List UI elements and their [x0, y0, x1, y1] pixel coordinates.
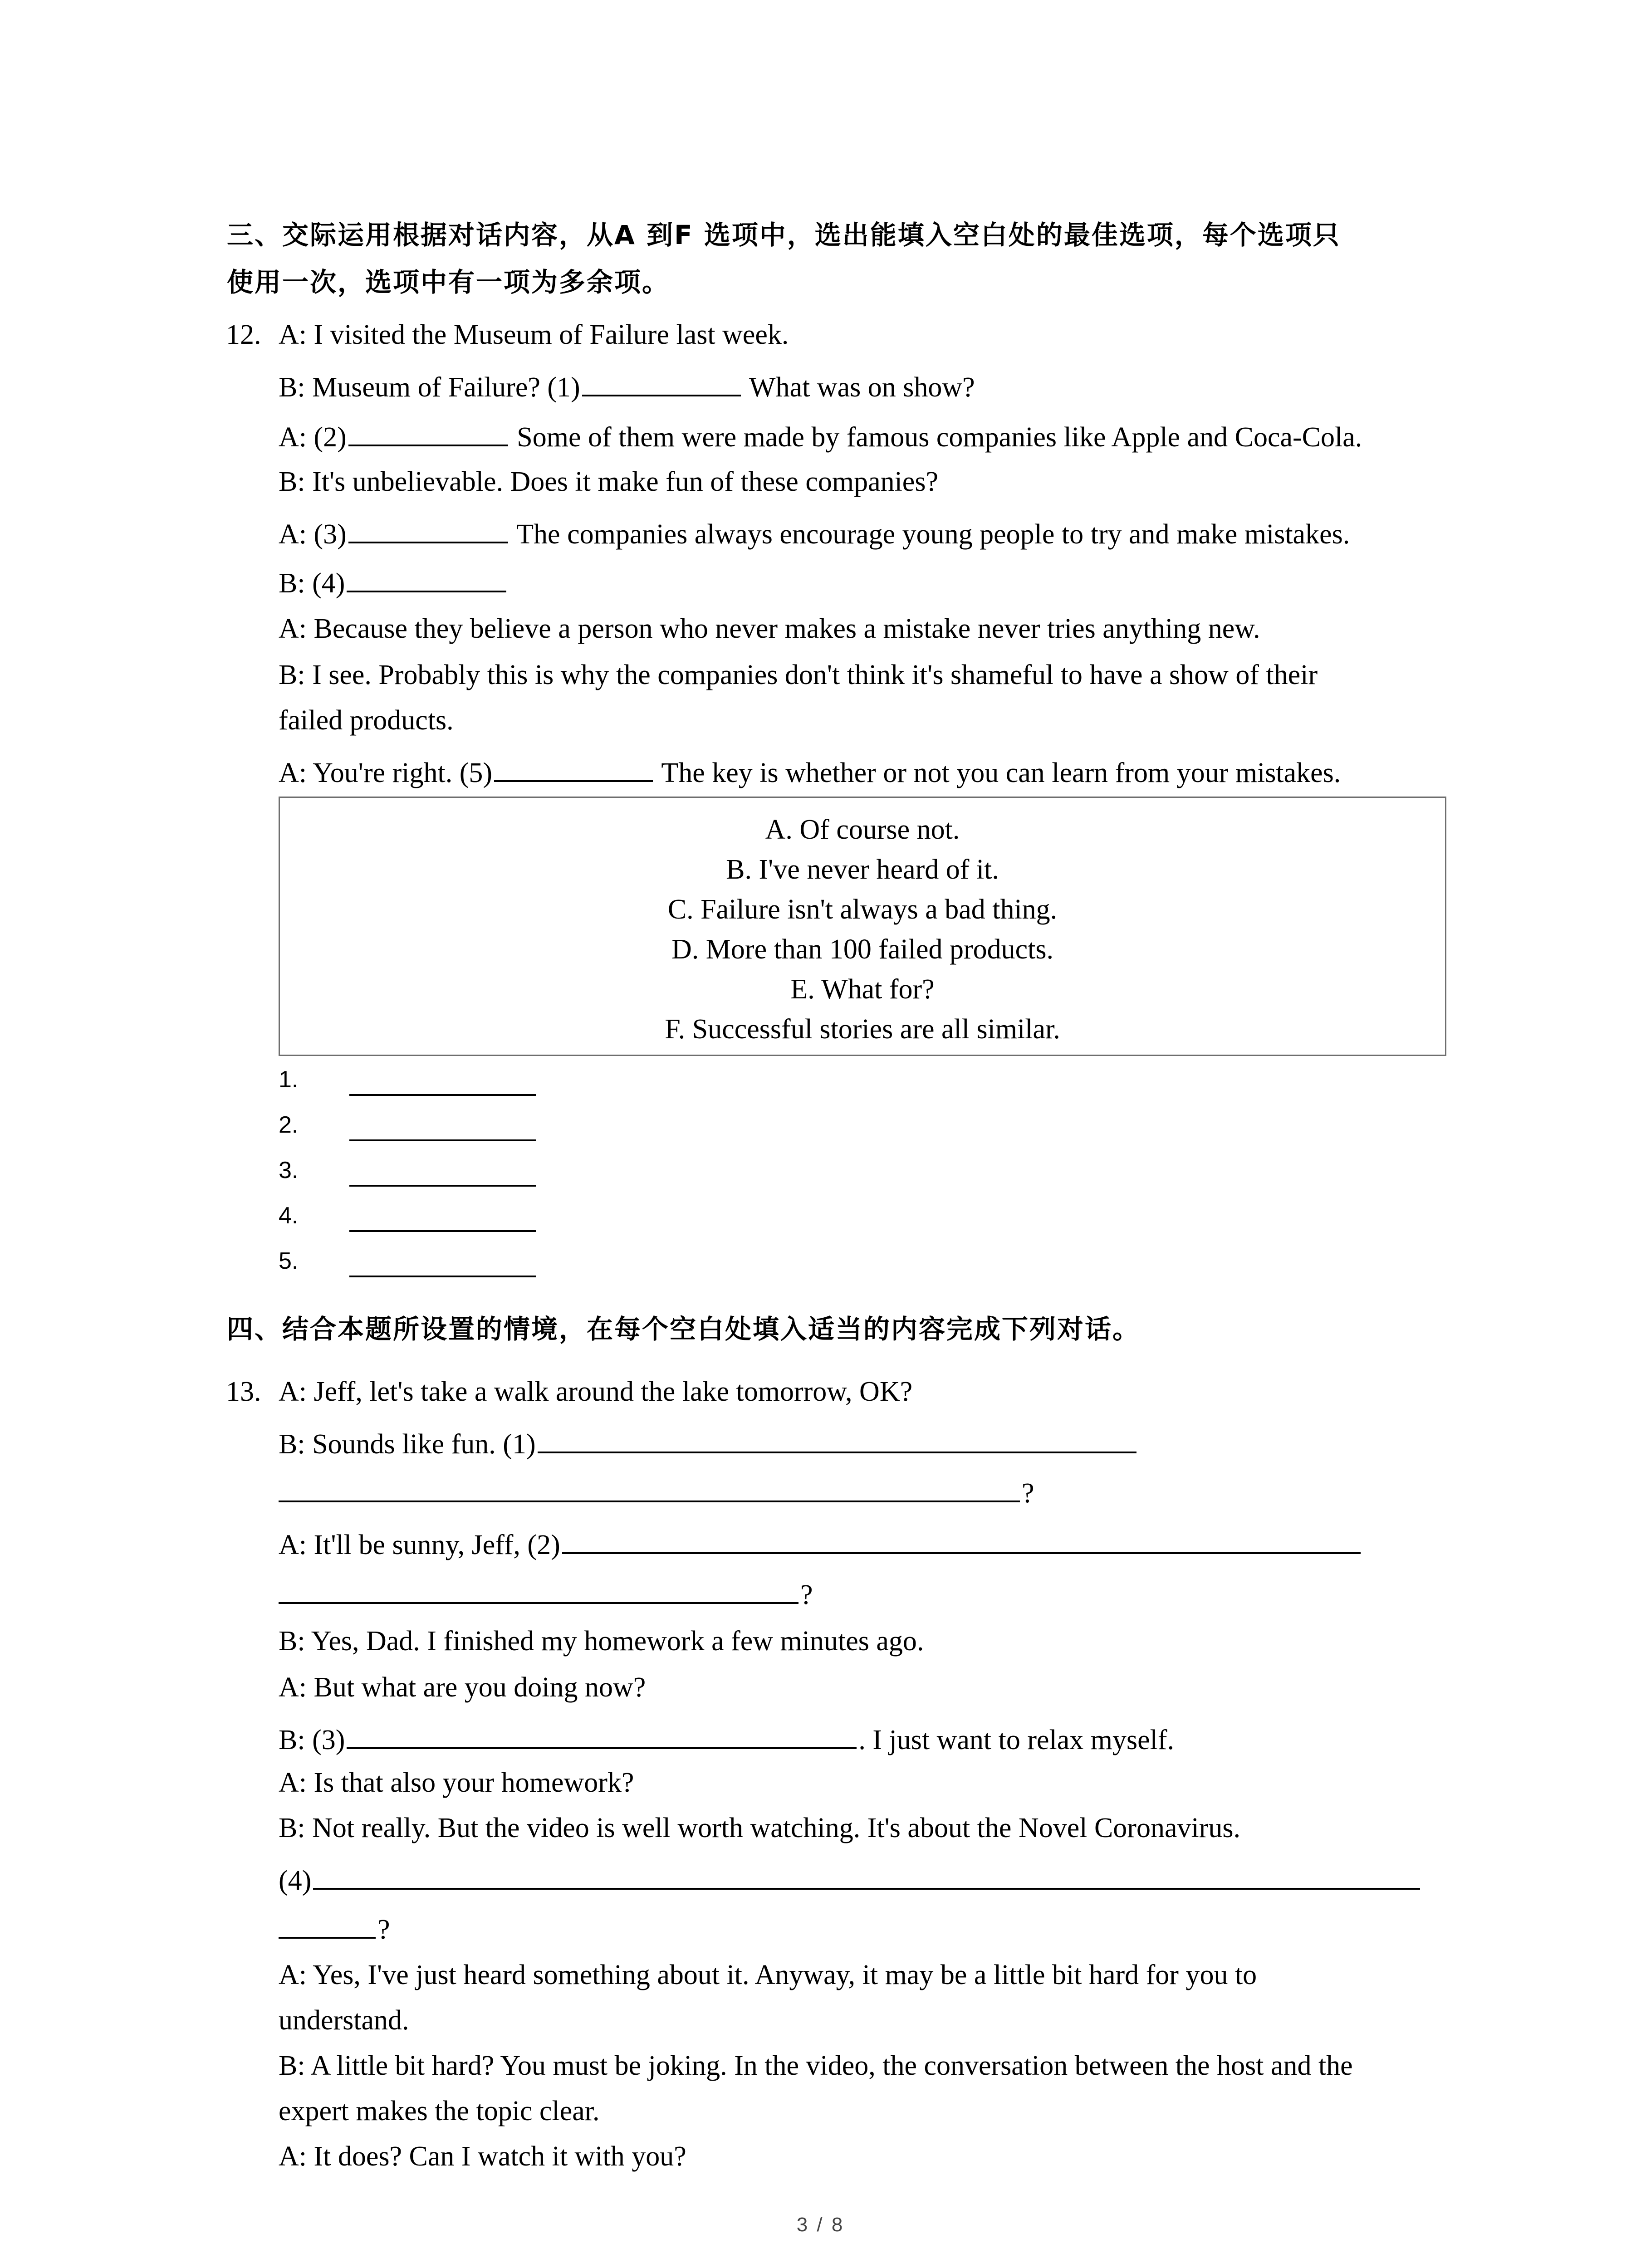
q13-line-4 — [279, 1524, 1362, 1563]
q13-line-2 — [279, 1423, 1138, 1462]
q12-line-2-text-a: B: Museum of Failure? (1) — [279, 372, 580, 403]
q12-line-3-text-a: A: (2) — [279, 422, 347, 453]
option-b: B. I've never heard of it. — [726, 854, 999, 885]
q12-line-4: B: It's unbelievable. Does it make fun of these companies? — [279, 466, 938, 497]
q12-blank-4[interactable] — [347, 562, 506, 592]
q13-line-12-question-mark: ? — [377, 1914, 390, 1945]
q13-line-8-text-b: . I just want to relax myself. — [858, 1725, 1174, 1755]
section-3-heading-line-2: 使用一次，选项中有一项为多余项。 — [227, 267, 670, 298]
q13-line-8 — [279, 1719, 1174, 1758]
q13-line-3 — [279, 1472, 1034, 1511]
option-f: F. Successful stories are all similar. — [665, 1014, 1060, 1045]
q13-line-3-question-mark: ? — [1022, 1478, 1034, 1509]
q12-blank-3[interactable] — [348, 513, 508, 543]
answer-blank-4[interactable] — [349, 1230, 536, 1232]
q12-blank-5[interactable] — [494, 752, 653, 782]
answer-number-4: 4. — [279, 1202, 299, 1229]
options-box — [279, 797, 1446, 1056]
q12-line-10-text-b: The key is whether or not you can learn from your mistakes. — [661, 758, 1341, 788]
answer-number-3: 3. — [279, 1157, 299, 1183]
q12-line-5-text-b: The companies always encourage young people to try and make mistakes. — [516, 519, 1350, 550]
q12-line-1: A: I visited the Museum of Failure last week. — [279, 319, 789, 350]
q13-blank-1b[interactable] — [279, 1472, 1020, 1502]
q12-blank-2[interactable] — [348, 416, 508, 446]
option-e: E. What for? — [790, 974, 935, 1005]
section-4-heading: 四、结合本题所设置的情境，在每个空白处填入适当的内容完成下列对话。 — [227, 1314, 1141, 1344]
q13-line-15: B: A little bit hard? You must be joking. In the video, the conversation between the host and the — [279, 2050, 1353, 2081]
answer-blank-5[interactable] — [349, 1276, 536, 1277]
q12-line-3 — [279, 416, 1362, 455]
q13-line-4-text-a: A: It'll be sunny, Jeff, (2) — [279, 1530, 560, 1560]
q13-line-5 — [279, 1574, 813, 1613]
q13-line-9: A: Is that also your homework? — [279, 1767, 634, 1798]
q13-line-11-text-a: (4) — [279, 1865, 312, 1896]
page-number: 3 / 8 — [796, 2214, 845, 2236]
q13-line-13: A: Yes, I've just heard something about it. Anyway, it may be a little bit hard for you to — [279, 1960, 1257, 1990]
q12-line-5 — [279, 513, 1350, 552]
q13-blank-4a[interactable] — [313, 1860, 1420, 1890]
answer-blank-1[interactable] — [349, 1094, 536, 1096]
q13-line-1: A: Jeff, let's take a walk around the lake tomorrow, OK? — [279, 1376, 913, 1407]
q12-line-5-text-a: A: (3) — [279, 519, 347, 550]
q13-blank-1a[interactable] — [538, 1423, 1136, 1453]
q12-blank-1[interactable] — [582, 367, 741, 396]
answer-number-5: 5. — [279, 1248, 299, 1274]
q13-line-5-question-mark: ? — [800, 1579, 813, 1610]
q12-line-6 — [279, 562, 508, 601]
question-13-number: 13. — [226, 1376, 261, 1407]
q13-line-16: expert makes the topic clear. — [279, 2096, 600, 2126]
q13-blank-3[interactable] — [347, 1719, 857, 1749]
q13-line-8-text-a: B: (3) — [279, 1725, 345, 1755]
q12-line-10-text-a: A: You're right. (5) — [279, 758, 492, 788]
q12-line-9: failed products. — [279, 705, 454, 736]
q12-line-8: B: I see. Probably this is why the companies don't think it's shameful to have a show of their — [279, 660, 1318, 690]
q12-line-3-text-b: Some of them were made by famous companies like Apple and Coca-Cola. — [517, 422, 1362, 453]
option-d: D. More than 100 failed products. — [671, 934, 1053, 965]
section-3-heading-line-1: 三、交际运用根据对话内容，从A 到F 选项中，选出能填入空白处的最佳选项，每个选项只 — [227, 220, 1341, 250]
q12-line-6-text-a: B: (4) — [279, 568, 345, 599]
q12-line-7: A: Because they believe a person who never makes a mistake never tries anything new. — [279, 613, 1260, 644]
q13-blank-4b[interactable] — [279, 1909, 376, 1939]
q13-line-17: A: It does? Can I watch it with you? — [279, 2141, 686, 2172]
q12-line-10 — [279, 752, 1341, 791]
q13-blank-2a[interactable] — [562, 1524, 1361, 1554]
answer-blank-2[interactable] — [349, 1139, 536, 1141]
question-12-number: 12. — [226, 319, 261, 350]
q13-line-7: A: But what are you doing now? — [279, 1672, 646, 1703]
q13-line-2-text-a: B: Sounds like fun. (1) — [279, 1429, 536, 1460]
q13-line-14: understand. — [279, 2005, 409, 2036]
q13-line-12 — [279, 1909, 390, 1948]
q12-line-2 — [279, 367, 975, 406]
q13-line-6: B: Yes, Dad. I finished my homework a few minutes ago. — [279, 1626, 924, 1657]
option-c: C. Failure isn't always a bad thing. — [667, 894, 1058, 925]
section-3-heading — [227, 211, 1452, 306]
answer-number-2: 2. — [279, 1112, 299, 1138]
answer-blank-3[interactable] — [349, 1185, 536, 1187]
q12-line-2-text-b: What was on show? — [749, 372, 975, 403]
option-a: A. Of course not. — [765, 814, 960, 845]
q13-blank-2b[interactable] — [279, 1574, 798, 1604]
answer-number-1: 1. — [279, 1066, 299, 1093]
q13-line-10: B: Not really. But the video is well worth watching. It's about the Novel Coronavirus. — [279, 1813, 1240, 1843]
q13-line-11 — [279, 1860, 1422, 1899]
